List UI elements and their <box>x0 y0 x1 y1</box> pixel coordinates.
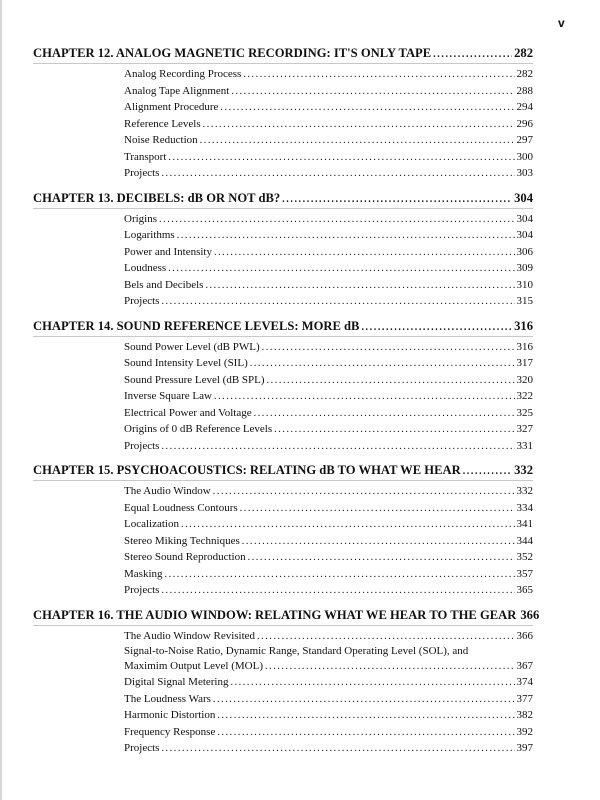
toc-entry[interactable] <box>124 500 533 517</box>
toc-entry[interactable] <box>124 533 533 550</box>
dot-leader <box>214 389 515 406</box>
entry-title: Origins <box>124 212 157 225</box>
dot-leader <box>250 356 515 373</box>
entry-title: Bels and Decibels <box>124 278 204 291</box>
entry-page-number: 377 <box>516 692 533 705</box>
toc-entry[interactable] <box>124 516 533 533</box>
chapter-heading[interactable] <box>33 317 533 337</box>
entry-title: Digital Signal Metering <box>124 676 229 688</box>
toc-entry[interactable] <box>124 211 533 228</box>
dot-leader <box>242 534 515 551</box>
entry-page-number: 320 <box>516 373 533 386</box>
entry-page-number: 322 <box>516 390 533 402</box>
entry-title: Origins of 0 dB Reference Levels <box>124 423 273 435</box>
entry-title: Localization <box>124 518 179 530</box>
entry-title: Projects <box>124 167 160 179</box>
dot-leader <box>243 67 514 84</box>
entry-title: Transport <box>124 150 167 163</box>
entry-title: Projects <box>124 439 160 452</box>
entry-title: Projects <box>124 742 160 754</box>
entry-page-number: 357 <box>516 567 533 580</box>
entry-title: Equal Loudness Contours <box>124 501 238 514</box>
chapter-section <box>33 461 533 599</box>
toc-entry[interactable] <box>124 674 533 691</box>
chapter-title: CHAPTER 15. PSYCHOACOUSTICS: RELATING dB TO WHAT WE HEAR <box>33 463 461 477</box>
entry-page-number: 331 <box>516 439 533 452</box>
entry-title: The Audio Window <box>124 485 211 497</box>
entry-title: Analog Tape Alignment <box>124 84 230 97</box>
dot-leader <box>217 725 514 742</box>
dot-leader <box>254 406 515 423</box>
entry-page-number: 316 <box>516 340 533 353</box>
toc-entry[interactable] <box>124 293 533 310</box>
dot-leader <box>161 166 514 183</box>
chapter-page-number: 282 <box>514 46 533 60</box>
toc-entry[interactable] <box>124 566 533 583</box>
chapter-heading[interactable] <box>33 44 533 64</box>
dot-leader <box>177 228 515 245</box>
entry-page-number: 327 <box>516 423 533 435</box>
entry-page-number: 309 <box>516 262 533 274</box>
chapter-heading[interactable] <box>33 606 540 626</box>
dot-leader <box>262 340 515 357</box>
dot-leader <box>463 462 512 481</box>
toc-entry[interactable] <box>124 149 533 166</box>
entry-title: Frequency Response <box>124 725 216 738</box>
entry-page-number: 397 <box>516 742 533 754</box>
entry-page-number: 294 <box>516 101 533 113</box>
toc-entry[interactable] <box>124 707 533 724</box>
dot-leader <box>217 708 514 725</box>
chapter-page-number: 304 <box>514 190 533 205</box>
chapter-title: CHAPTER 13. DECIBELS: dB OR NOT dB? <box>33 190 281 205</box>
entry-page-number: 352 <box>516 551 533 563</box>
chapter-page-number: 366 <box>520 607 540 622</box>
entry-page-number: 382 <box>516 709 533 721</box>
toc-entry[interactable] <box>124 66 533 83</box>
entry-title: Logarithms <box>124 229 175 241</box>
entry-title-continued: Maximim Output Level (MOL) <box>124 660 264 672</box>
entry-title: Harmonic Distortion <box>124 709 216 721</box>
page-number: v <box>558 16 565 30</box>
toc-entry[interactable] <box>124 582 533 599</box>
toc-entry[interactable] <box>124 549 533 566</box>
entry-page-number: 334 <box>516 501 533 514</box>
chapter-heading[interactable] <box>33 189 533 209</box>
table-of-contents <box>33 44 540 764</box>
toc-entry[interactable] <box>124 421 533 438</box>
chapter-title: CHAPTER 14. SOUND REFERENCE LEVELS: MORE dB <box>33 318 360 333</box>
entry-title: Sound Pressure Level (dB SPL) <box>124 373 265 386</box>
entry-title: Projects <box>124 295 160 307</box>
entry-title: Signal-to-Noise Ratio, Dynamic Range, Standard Operating Level (SOL), and <box>124 645 469 657</box>
entry-page-number: 367 <box>516 660 533 672</box>
toc-entry[interactable] <box>124 388 533 405</box>
dot-leader <box>267 373 515 390</box>
toc-entry[interactable] <box>124 724 533 741</box>
entry-title: Noise Reduction <box>124 134 198 146</box>
entry-page-number: 304 <box>516 229 533 241</box>
chapter-section <box>33 189 533 310</box>
dot-leader <box>240 501 515 518</box>
toc-entry[interactable] <box>124 227 533 244</box>
entry-page-number: 297 <box>516 134 533 146</box>
chapter-section <box>33 606 540 757</box>
dot-leader <box>230 675 514 692</box>
dot-leader <box>165 567 515 584</box>
entry-page-number: 374 <box>516 676 533 688</box>
toc-entry[interactable] <box>124 132 533 149</box>
dot-leader <box>161 294 514 311</box>
dot-leader <box>200 133 515 150</box>
toc-entry[interactable] <box>124 405 533 422</box>
chapter-heading[interactable] <box>33 461 533 481</box>
dot-leader <box>220 100 514 117</box>
dot-leader <box>213 692 515 709</box>
dot-leader <box>274 422 514 439</box>
toc-entry[interactable] <box>124 438 533 455</box>
entry-page-number: 300 <box>516 150 533 163</box>
dot-leader <box>203 117 515 134</box>
entry-title: Loudness <box>124 262 167 274</box>
dot-leader <box>168 150 514 167</box>
entry-title: Projects <box>124 584 160 596</box>
entry-title: Stereo Miking Techniques <box>124 534 240 547</box>
dot-leader <box>214 245 515 262</box>
entry-title: Inverse Square Law <box>124 390 212 402</box>
dot-leader <box>265 659 514 675</box>
entry-title: Reference Levels <box>124 117 201 130</box>
toc-entry[interactable] <box>124 244 533 261</box>
entry-page-number: 296 <box>516 117 533 130</box>
toc-entry[interactable] <box>124 260 533 277</box>
dot-leader <box>433 45 512 64</box>
dot-leader <box>161 583 514 600</box>
toc-entry[interactable] <box>124 116 533 133</box>
entry-page-number: 303 <box>516 167 533 179</box>
dot-leader <box>213 484 515 501</box>
chapter-page-number: 332 <box>514 463 533 477</box>
page-edge <box>0 0 2 800</box>
dot-leader <box>205 278 514 295</box>
entry-title: Masking <box>124 567 163 580</box>
chapter-section <box>33 317 533 455</box>
toc-entry[interactable] <box>124 628 533 645</box>
entry-page-number: 315 <box>516 295 533 307</box>
dot-leader <box>248 550 515 567</box>
entry-title: Power and Intensity <box>124 245 212 258</box>
entry-page-number: 366 <box>516 629 533 642</box>
toc-entry[interactable] <box>124 483 533 500</box>
entry-page-number: 341 <box>516 518 533 530</box>
entry-page-number: 365 <box>516 584 533 596</box>
entry-page-number: 325 <box>516 406 533 419</box>
entry-page-number: 306 <box>516 245 533 258</box>
dot-leader <box>161 741 514 758</box>
dot-leader <box>231 84 514 101</box>
chapter-section <box>33 44 533 182</box>
entry-title: Sound Intensity Level (SIL) <box>124 357 248 369</box>
entry-title: Electrical Power and Voltage <box>124 406 252 419</box>
toc-entry[interactable] <box>124 691 533 708</box>
toc-entry[interactable] <box>124 644 533 674</box>
toc-entry[interactable] <box>124 355 533 372</box>
toc-entry[interactable] <box>124 339 533 356</box>
toc-entry[interactable] <box>124 83 533 100</box>
toc-entry[interactable] <box>124 372 533 389</box>
chapter-title: CHAPTER 12. ANALOG MAGNETIC RECORDING: IT'S ONLY TAPE <box>33 46 432 60</box>
dot-leader <box>181 517 515 534</box>
dot-leader <box>161 439 514 456</box>
toc-entry[interactable] <box>124 165 533 182</box>
entry-page-number: 304 <box>516 212 533 225</box>
toc-entry[interactable] <box>124 277 533 294</box>
entry-title: Stereo Sound Reproduction <box>124 551 246 563</box>
entry-page-number: 392 <box>516 725 533 738</box>
dot-leader <box>159 212 515 229</box>
dot-leader <box>168 261 514 278</box>
chapter-title: CHAPTER 16. THE AUDIO WINDOW: RELATING WHAT WE HEAR TO THE GEAR <box>33 607 517 622</box>
entry-title: The Audio Window Revisited <box>124 629 256 642</box>
entry-title: The Loudness Wars <box>124 692 211 705</box>
entry-title: Analog Recording Process <box>124 68 242 80</box>
toc-entry[interactable] <box>124 99 533 116</box>
entry-page-number: 317 <box>516 357 533 369</box>
entry-title: Alignment Procedure <box>124 101 219 113</box>
chapter-page-number: 316 <box>514 318 533 333</box>
dot-leader <box>257 629 514 646</box>
entry-page-number: 282 <box>516 68 533 80</box>
dot-leader <box>361 318 512 337</box>
dot-leader <box>282 190 512 209</box>
entry-page-number: 332 <box>516 485 533 497</box>
entry-page-number: 288 <box>516 84 533 97</box>
entry-page-number: 344 <box>516 534 533 547</box>
entry-title: Sound Power Level (dB PWL) <box>124 340 260 353</box>
toc-entry[interactable] <box>124 740 533 757</box>
entry-page-number: 310 <box>516 278 533 291</box>
